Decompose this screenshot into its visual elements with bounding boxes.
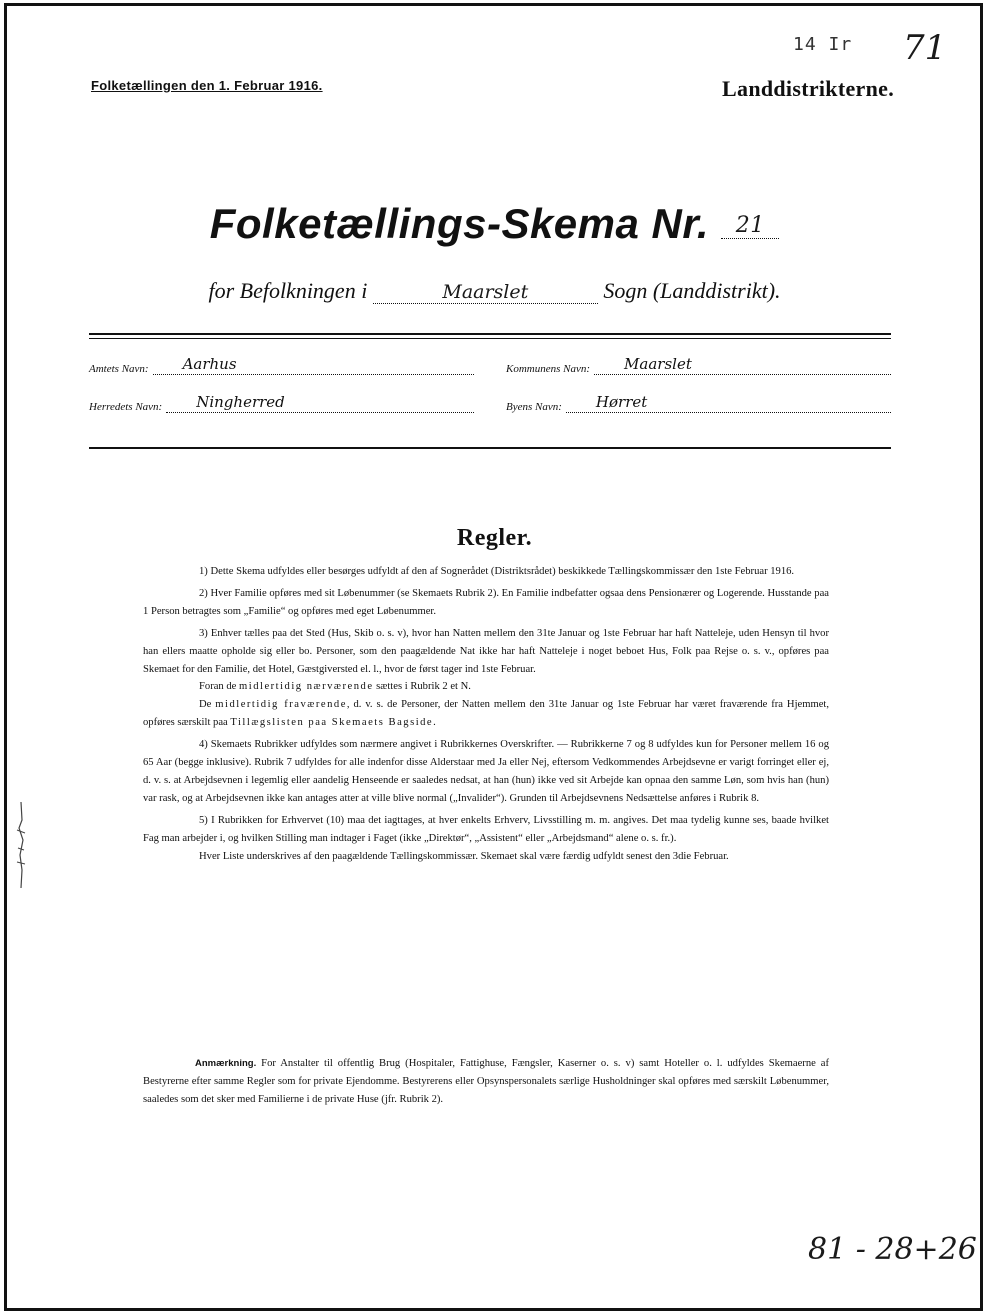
- rule-5: 5) I Rubrikken for Erhvervet (10) maa det iagttages, at hver enkelts Erhverv, Livsstilling m. m. angives. Det maa tydelig kunne ses, baade hvilket Fag man arbejder i, og hvilken Stilling man indtager i Faget (ikke „Direktør“, „Assistent“ eller „Arbejdsmand“ alene o. s. fr.).: [143, 814, 829, 844]
- rule-4: 4) Skemaets Rubrikker udfyldes som nærmere angivet i Rubrikkernes Overskrifter. — Rubrikkerne 7 og 8 udfyldes kun for Personer mellem 16 og 65 Aar (begge inklusive). Rubrik 7 udfyldes for alle indenfor disse Alderstaar med Ja eller Nej, eftersom Vedkommendes Arbejdsevne er varigt forringet eller ej, d. v. s. at Arbejdsevnen i legemlig eller aandelig Henseende er saaledes nedsat, at han (hun) ikke ved sit Arbejde kan opnaa den samme Løn, som hvis han (hun) var rask, og at Arbejdsevnen ikke kan antages atter at ville blive normal („Invalider“). Grunden til Arbejdsevnens Nedsættelse anføres i Rubrik 8.: [143, 739, 829, 804]
- herred-label: Herredets Navn:: [89, 401, 163, 413]
- kommune-value: Maarslet: [594, 354, 891, 375]
- rule-3-absent-end: .: [433, 717, 436, 729]
- region-heading: Landdistrikterne.: [722, 76, 894, 101]
- rules-body: [143, 563, 829, 870]
- remark-lead: Anmærkning.: [195, 1058, 257, 1069]
- by-field: [506, 392, 891, 413]
- divider: [89, 338, 891, 339]
- rule-3: 3) Enhver tælles paa det Sted (Hus, Skib o. s. v), hvor han Natten mellem den 31te Januar og 1ste Februar har haft Natteleje, uden Hensyn til hvor han ellers maatte opholde sig eller bo. Personer, som den paagældende Nat ikke har haft Natteleje i noget beboet Hus, Folk paa Rejse o. s. v., opføres paa Skemaet for den Familie, det Hotel, Gæstgiversted el. l., hvor de først tager ind 1ste Februar.: [143, 627, 829, 675]
- rule-2: 2) Hver Familie opføres med sit Løbenummer (se Skemaets Rubrik 2). En Familie indbefatter ogsaa dens Pensionærer og Logerende. Husstande paa 1 Person betragtes som „Familie“ og opføres med eget Løbenummer.: [143, 587, 829, 617]
- rule-1: 1) Dette Skema udfyldes eller besørges udfyldt af den af Sognerådet (Distriktsrådet) beskikkede Tællingskommissær den 1ste Februar 1916.: [199, 566, 795, 577]
- form-title: [0, 200, 989, 248]
- handwritten-page-number: 71: [903, 28, 947, 68]
- amt-label: Amtets Navn:: [89, 363, 149, 375]
- form-number: 21: [721, 213, 779, 239]
- amt-field: [89, 354, 474, 375]
- form-subtitle: [0, 278, 989, 304]
- rule-3-absent-spaced2: Tillægslisten paa Skemaets Bagside: [230, 717, 434, 729]
- kommune-label: Kommunens Navn:: [506, 363, 591, 375]
- kommune-field: [506, 354, 891, 375]
- remark: [143, 1055, 829, 1109]
- by-value: Hørret: [566, 392, 891, 413]
- census-date-heading: Folketællingen den 1. Februar 1916.: [91, 78, 323, 93]
- rule-3-absent: [143, 696, 829, 732]
- rule-3-present-post: sættes i Rubrik 2 et N.: [373, 681, 471, 693]
- divider: [89, 447, 891, 449]
- herred-field: [89, 392, 474, 413]
- archive-stamp: 14 Ir: [793, 34, 853, 55]
- handwritten-annotation: 81 - 28+26: [808, 1232, 977, 1267]
- rule-3-absent-mid: , d. v. s. de Personer, der Natten mellem den 31te Januar og 1ste Februar har været fraværende fra Hjemmet, opføres særskilt paa: [143, 699, 829, 729]
- divider: [89, 333, 891, 335]
- rule-3-absent-spaced: midlertidig fraværende: [215, 699, 347, 711]
- remark-text: [143, 1055, 829, 1109]
- rule-3-absent-pre: De: [199, 699, 216, 711]
- amt-value: Aarhus: [153, 354, 474, 375]
- form-title-text: Folketællings-Skema Nr.: [209, 200, 710, 247]
- rule-6: Hver Liste underskrives af den paagældende Tællingskommissær. Skemaet skal være færdig udfyldt senest den 3die Februar.: [199, 850, 729, 862]
- margin-scribble: [10, 800, 32, 890]
- parish-name: Maarslet: [373, 281, 598, 304]
- rule-3-present: [143, 678, 829, 696]
- subtitle-prefix: for Befolkningen i: [208, 278, 368, 303]
- herred-value: Ningherred: [166, 392, 474, 413]
- by-label: Byens Navn:: [506, 401, 562, 413]
- remark-body: For Anstalter til offentlig Brug (Hospitaler, Fattighuse, Fængsler, Kaserner o. s. v) samt Hoteller o. l. udfyldes Skemaerne af Bestyrerne efter samme Regler som for private Ejendomme. Bestyrerens eller Opsynspersonalets særlige Husholdninger skal opføres med særskilt Løbenummer, saaledes som det sker med Familierne i de private Huse (jfr. Rubrik 2).: [143, 1058, 829, 1105]
- rule-3-present-pre: Foran de: [199, 681, 240, 693]
- rules-heading: Regler.: [456, 525, 533, 551]
- subtitle-suffix: Sogn (Landdistrikt).: [603, 278, 781, 303]
- rule-3-present-spaced: midlertidig nærværende: [239, 681, 374, 693]
